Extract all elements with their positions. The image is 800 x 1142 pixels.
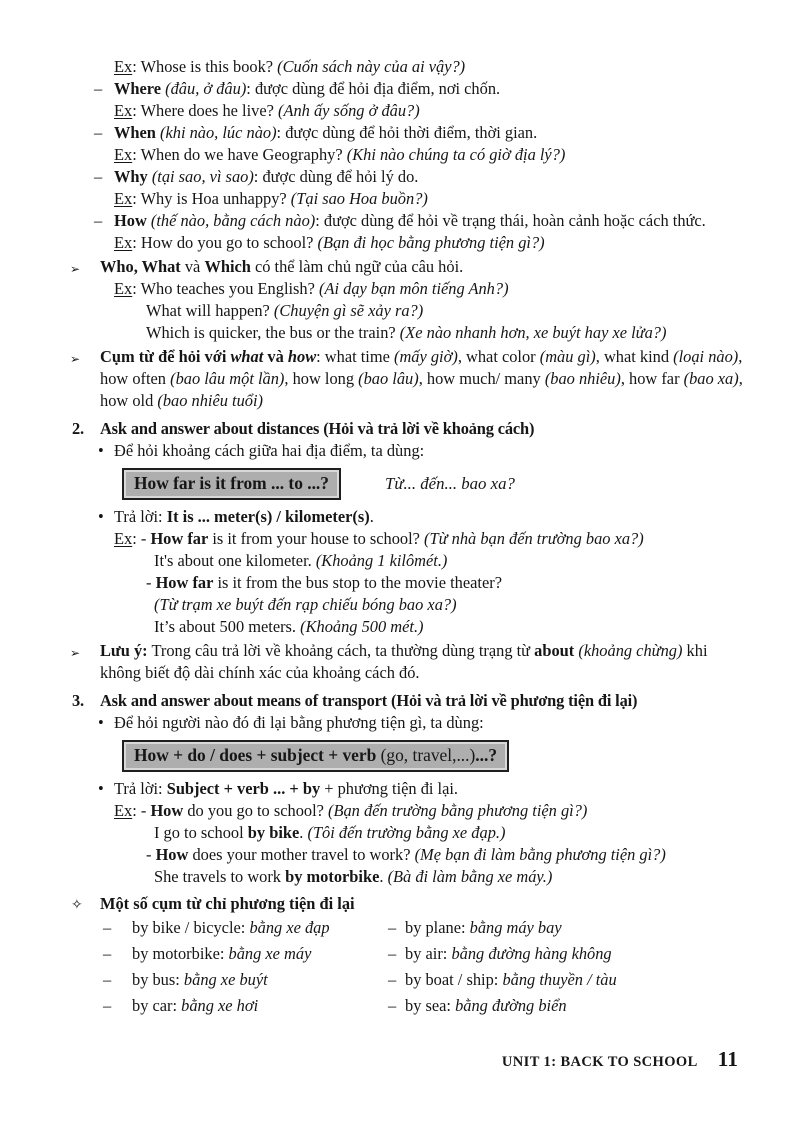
text-segment: bằng máy bay bbox=[469, 918, 562, 937]
text-segment: : Who teaches you English? bbox=[132, 279, 319, 298]
text-line bbox=[70, 440, 746, 462]
text-segment: (Bạn đi học bằng phương tiện gì?) bbox=[317, 233, 545, 252]
text-line bbox=[70, 188, 746, 210]
text-line bbox=[70, 122, 746, 144]
text-segment: (Anh ấy sống ở đâu?) bbox=[278, 101, 420, 120]
text-segment: by air: bbox=[405, 944, 452, 963]
text-line bbox=[70, 232, 746, 254]
dash-marker: – bbox=[103, 996, 112, 1015]
text-segment: (Tôi đến trường bằng xe đạp.) bbox=[307, 823, 506, 842]
dash-marker: – bbox=[94, 79, 103, 98]
section-heading bbox=[70, 690, 746, 712]
dash-marker: – bbox=[103, 970, 112, 989]
text-segment: What will happen? bbox=[146, 301, 274, 320]
text-segment: (Từ trạm xe buýt đến rạp chiếu bóng bao xa?) bbox=[154, 595, 457, 614]
text-segment: : được dùng để hỏi lý do. bbox=[253, 167, 419, 186]
text-segment: (Ai dạy bạn môn tiếng Anh?) bbox=[319, 279, 509, 298]
text-segment: about bbox=[534, 641, 575, 660]
dash-marker: – bbox=[388, 918, 397, 937]
transport-list-item bbox=[388, 915, 562, 941]
bullet-marker: • bbox=[98, 713, 104, 732]
text-segment: How bbox=[155, 845, 189, 864]
text-segment: Trả lời: bbox=[114, 507, 167, 526]
text-segment: (Từ nhà bạn đến trường bao xa?) bbox=[424, 529, 644, 548]
text-line bbox=[70, 300, 746, 322]
text-segment: (go, travel,...) bbox=[376, 745, 476, 765]
text-segment: , how long bbox=[284, 369, 359, 388]
text-line bbox=[70, 616, 746, 638]
text-segment: by bike / bicycle: bbox=[132, 918, 250, 937]
text-segment: It is ... meter(s) / kilometer(s) bbox=[166, 507, 370, 526]
text-segment: Why bbox=[114, 167, 148, 186]
text-line bbox=[70, 800, 746, 822]
text-segment: (màu gì) bbox=[539, 347, 596, 366]
text-segment: Trả lời: bbox=[114, 779, 167, 798]
text-line bbox=[70, 844, 746, 866]
text-line bbox=[70, 640, 746, 684]
text-segment: bằng đường biển bbox=[455, 996, 567, 1015]
text-segment: by sea: bbox=[405, 996, 456, 1015]
text-segment: Ex bbox=[114, 801, 133, 820]
text-segment: Who, What bbox=[100, 257, 181, 276]
text-line bbox=[70, 528, 746, 550]
dash-marker: – bbox=[388, 996, 397, 1015]
transport-list-row bbox=[70, 915, 746, 941]
page-footer bbox=[502, 1048, 738, 1073]
text-segment: (Tại sao Hoa buồn?) bbox=[290, 189, 428, 208]
text-segment: : được dùng để hỏi về trạng thái, hoàn cảnh hoặc cách thức. bbox=[315, 211, 706, 230]
text-segment: Ex bbox=[114, 145, 133, 164]
text-segment: how bbox=[287, 347, 317, 366]
text-line bbox=[70, 822, 746, 844]
transport-list-item bbox=[70, 941, 388, 967]
text-segment: và bbox=[180, 257, 205, 276]
text-segment: Cụm từ để hỏi với bbox=[100, 347, 231, 366]
text-segment: (tại sao, vì sao) bbox=[151, 167, 254, 186]
text-segment: (bao nhiêu) bbox=[544, 369, 621, 388]
text-line bbox=[70, 778, 746, 800]
text-segment: . bbox=[369, 507, 374, 526]
formula-box bbox=[122, 740, 509, 772]
text-segment: Ex bbox=[114, 101, 133, 120]
formula-box bbox=[122, 468, 341, 500]
dash-marker: – bbox=[94, 123, 103, 142]
section-number: 2. bbox=[72, 419, 84, 438]
text-line bbox=[70, 550, 746, 572]
text-segment: It’s about 500 meters. bbox=[154, 617, 301, 636]
text-segment: (mấy giờ) bbox=[393, 347, 458, 366]
text-segment: - bbox=[146, 573, 156, 592]
text-segment: , how old bbox=[100, 369, 743, 410]
text-segment: by boat / ship: bbox=[405, 970, 503, 989]
arrow-bullet-icon: ➢ bbox=[70, 352, 81, 366]
text-segment: by plane: bbox=[405, 918, 470, 937]
text-segment: by motorbike bbox=[285, 867, 380, 886]
text-segment: (Khi nào chúng ta có giờ địa lý?) bbox=[346, 145, 566, 164]
text-segment: : - bbox=[132, 801, 151, 820]
text-segment: How far bbox=[155, 573, 214, 592]
dash-marker: – bbox=[388, 970, 397, 989]
text-line bbox=[70, 78, 746, 100]
arrow-bullet-icon: ➢ bbox=[70, 262, 81, 276]
formula-translation bbox=[385, 473, 515, 495]
text-segment: I go to school bbox=[154, 823, 248, 842]
text-segment: Một số cụm từ chỉ phương tiện đi lại bbox=[100, 894, 355, 913]
text-segment: (đâu, ở đâu) bbox=[165, 79, 247, 98]
arrow-bullet-icon: ➢ bbox=[70, 646, 81, 660]
text-line bbox=[70, 594, 746, 616]
text-line bbox=[70, 256, 746, 278]
text-segment: , what kind bbox=[595, 347, 674, 366]
text-segment: bằng xe hơi bbox=[181, 996, 259, 1015]
text-segment: by car: bbox=[132, 996, 182, 1015]
text-segment: Từ... đến... bao xa? bbox=[384, 474, 515, 493]
transport-list-row bbox=[70, 993, 746, 1019]
text-segment: How far is it from ... to ...? bbox=[134, 473, 329, 493]
text-segment: (bao xa) bbox=[683, 369, 739, 388]
text-segment: by motorbike: bbox=[132, 944, 229, 963]
text-segment: bằng xe buýt bbox=[183, 970, 268, 989]
bullet-marker: • bbox=[98, 779, 104, 798]
transport-list-item bbox=[388, 941, 612, 967]
text-segment: Which is quicker, the bus or the train? bbox=[146, 323, 400, 342]
text-segment: what bbox=[230, 347, 264, 366]
text-segment: (Bạn đến trường bằng phương tiện gì?) bbox=[328, 801, 588, 820]
text-segment: Để hỏi người nào đó đi lại bằng phương tiện gì, ta dùng: bbox=[114, 713, 484, 732]
text-line bbox=[70, 166, 746, 188]
text-line bbox=[70, 893, 746, 915]
text-line bbox=[70, 322, 746, 344]
text-segment: When bbox=[114, 123, 156, 142]
footer-unit-title: UNIT 1: BACK TO SCHOOL bbox=[501, 1054, 698, 1070]
text-segment: : Where does he live? bbox=[132, 101, 279, 120]
section-number: 3. bbox=[72, 691, 84, 710]
text-segment: Ex bbox=[114, 233, 133, 252]
text-segment: How + do / does + subject + verb bbox=[134, 745, 377, 765]
text-segment: bằng thuyền / tàu bbox=[502, 970, 617, 989]
text-segment: (bao lâu) bbox=[358, 369, 419, 388]
transport-list-item bbox=[388, 967, 617, 993]
text-segment: does your mother travel to work? bbox=[188, 845, 415, 864]
text-segment: It's about one kilometer. bbox=[154, 551, 316, 570]
text-segment: Ask and answer about means of transport (Hỏi và trả lời về phương tiện đi lại) bbox=[100, 691, 638, 710]
text-segment: She travels to work bbox=[154, 867, 286, 886]
text-line bbox=[70, 144, 746, 166]
text-segment: by bus: bbox=[132, 970, 184, 989]
dash-marker: – bbox=[388, 944, 397, 963]
formula-row bbox=[122, 740, 746, 772]
text-segment: bằng xe đạp bbox=[249, 918, 330, 937]
text-segment: : what time bbox=[316, 347, 394, 366]
text-line bbox=[70, 210, 746, 232]
text-segment: (khi nào, lúc nào) bbox=[160, 123, 277, 142]
transport-list-row bbox=[70, 967, 746, 993]
text-segment: do you go to school? bbox=[183, 801, 329, 820]
text-segment: . bbox=[299, 823, 308, 842]
dash-marker: – bbox=[94, 211, 103, 230]
text-line bbox=[70, 346, 746, 412]
text-line bbox=[70, 506, 746, 528]
text-segment: Which bbox=[204, 257, 251, 276]
text-segment: Ex bbox=[114, 279, 133, 298]
text-segment: Ask and answer about distances (Hỏi và trả lời về khoảng cách) bbox=[100, 419, 535, 438]
text-segment: Where bbox=[114, 79, 162, 98]
text-segment: : Whose is this book? bbox=[132, 57, 278, 76]
text-segment: bằng xe máy bbox=[228, 944, 312, 963]
text-line bbox=[70, 866, 746, 888]
dash-marker: – bbox=[94, 167, 103, 186]
text-segment: Ex bbox=[114, 529, 133, 548]
text-segment: , how often bbox=[100, 347, 743, 388]
text-segment: : được dùng để hỏi địa điểm, nơi chốn. bbox=[246, 79, 501, 98]
text-segment: is it from the bus stop to the movie theater? bbox=[213, 573, 502, 592]
text-segment: (Chuyện gì sẽ xảy ra?) bbox=[273, 301, 424, 320]
section-heading bbox=[70, 418, 746, 440]
dash-marker: – bbox=[103, 918, 112, 937]
text-segment: (loại nào) bbox=[673, 347, 739, 366]
text-segment: và bbox=[263, 347, 288, 366]
text-segment: Để hỏi khoảng cách giữa hai địa điểm, ta dùng: bbox=[114, 441, 425, 460]
text-line bbox=[70, 712, 746, 734]
bullet-marker: • bbox=[98, 441, 104, 460]
text-segment: (Khoảng 1 kilômét.) bbox=[315, 551, 448, 570]
text-segment: + phương tiện đi lại. bbox=[320, 779, 459, 798]
text-line bbox=[70, 278, 746, 300]
text-segment: (bao lâu một lần) bbox=[170, 369, 285, 388]
text-segment: (khoảng chừng) bbox=[578, 641, 683, 660]
text-segment: Ex bbox=[114, 57, 133, 76]
text-line bbox=[70, 572, 746, 594]
text-segment: is it from your house to school? bbox=[208, 529, 425, 548]
text-segment: , what color bbox=[457, 347, 540, 366]
transport-list-item bbox=[70, 967, 388, 993]
text-segment: (Khoảng 500 mét.) bbox=[300, 617, 424, 636]
text-segment: : được dùng để hỏi thời điểm, thời gian. bbox=[276, 123, 538, 142]
text-segment: bằng đường hàng không bbox=[451, 944, 612, 963]
transport-list-item bbox=[70, 915, 388, 941]
text-segment: : - bbox=[132, 529, 151, 548]
text-segment: ...? bbox=[475, 745, 498, 765]
text-segment: khi không biết độ dài chính xác của khoảng cách đó. bbox=[100, 641, 708, 682]
dash-marker: – bbox=[103, 944, 112, 963]
text-line bbox=[70, 56, 746, 78]
text-segment: : When do we have Geography? bbox=[132, 145, 347, 164]
text-segment: Subject + verb ... + by bbox=[166, 779, 321, 798]
text-segment: , how much/ many bbox=[418, 369, 545, 388]
text-segment: - bbox=[146, 845, 156, 864]
text-segment: (thế nào, bằng cách nào) bbox=[150, 211, 316, 230]
text-segment: (bao nhiêu tuổi) bbox=[157, 391, 263, 410]
transport-list-row bbox=[70, 941, 746, 967]
formula-row bbox=[122, 468, 746, 500]
page-content bbox=[70, 56, 746, 1019]
text-segment: Trong câu trả lời về khoảng cách, ta thường dùng trạng từ bbox=[147, 641, 535, 660]
text-segment: , how far bbox=[620, 369, 684, 388]
text-segment: How far bbox=[150, 529, 209, 548]
text-segment: : How do you go to school? bbox=[132, 233, 318, 252]
text-segment: (Xe nào nhanh hơn, xe buýt hay xe lửa?) bbox=[399, 323, 667, 342]
text-segment: (Mẹ bạn đi làm bằng phương tiện gì?) bbox=[414, 845, 666, 864]
transport-list-item bbox=[388, 993, 567, 1019]
transport-list-item bbox=[70, 993, 388, 1019]
bullet-marker: • bbox=[98, 507, 104, 526]
text-segment: How bbox=[150, 801, 184, 820]
text-segment: (Cuốn sách này của ai vậy?) bbox=[277, 57, 466, 76]
text-segment: by bike bbox=[247, 823, 300, 842]
diamond-bullet-icon: ✧ bbox=[71, 897, 83, 913]
text-segment: Ex bbox=[114, 189, 133, 208]
text-segment: : Why is Hoa unhappy? bbox=[132, 189, 291, 208]
text-segment: (Bà đi làm bằng xe máy.) bbox=[387, 867, 553, 886]
footer-page-number: 11 bbox=[717, 1047, 738, 1071]
text-segment: How bbox=[114, 211, 147, 230]
text-segment: . bbox=[379, 867, 388, 886]
text-segment: có thể làm chủ ngữ của câu hỏi. bbox=[250, 257, 464, 276]
text-segment: Lưu ý: bbox=[100, 641, 148, 660]
text-line bbox=[70, 100, 746, 122]
